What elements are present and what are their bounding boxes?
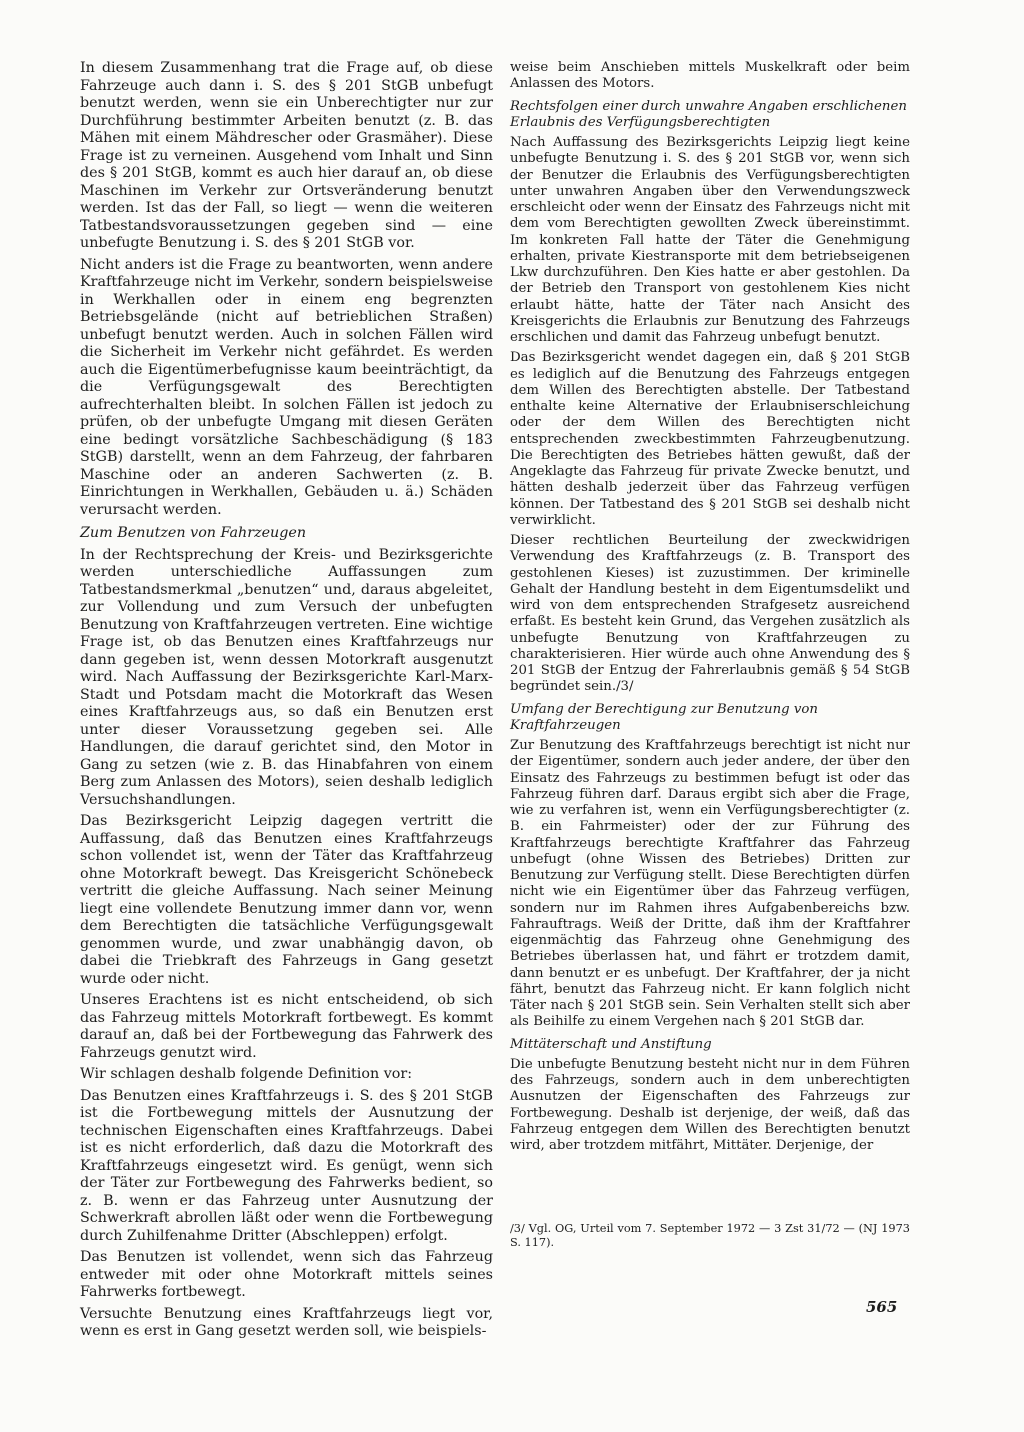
section-heading: Zum Benutzen von Fahrzeugen [80,525,307,541]
paragraph: Die unbefugte Benutzung besteht nicht nur in dem Führen des Fahrzeugs, sondern auch in dem unberechtigten Ausnutzen der Eigenschaften des Fahrzeugs zur Fortbewegung. Deshalb ist derjenige, der weiß, daß das Fahrzeug entgegen dem Willen des Berechtigten benutzt wird, aber trotzdem mitfährt, Mittäter. Derjenige, der [510,1056,910,1153]
paragraph: Versuchte Benutzung eines Kraftfahrzeugs liegt vor, wenn es erst in Gang gesetzt werden soll, wie beispiels- [80,1305,493,1339]
paragraph: Das Benutzen eines Kraftfahrzeugs i. S. des § 201 StGB ist die Fortbewegung mittels der Ausnutzung der technischen Eigenschaften eines Kraftfahrzeugs. Dabei ist es nicht erforderlich, daß dazu die Motorkraft des Kraftfahrzeugs eingesetzt wird. Es genügt, wenn sich der Täter zur Fortbewegung des Fahrwerks bedient, so z. B. wenn er das Fahrzeug unter Ausnutzung der Schwerkraft abrollen läßt oder wenn die Fortbewegung durch Zuhilfenahme Dritter (Abschleppen) erfolgt. [80,1087,493,1244]
left-column [80,60,493,1345]
paragraph: Das Benutzen ist vollendet, wenn sich das Fahrzeug entweder mit oder ohne Motorkraft mittels seines Fahrwerks fortbewegt. [80,1249,493,1300]
paragraph: Nicht anders ist die Frage zu beantworten, wenn andere Kraftfahrzeuge nicht im Verkehr, sondern beispielsweise in Werkhallen oder in einem eng begrenzten Betriebsgelände (nicht auf betrieblichen Straßen) unbefugt benutzt werden. Auch in solchen Fällen wird die Sicherheit im Verkehr nicht gefährdet. Es werden auch die Eigentümerbefugnisse kaum beeinträchtigt, da die Verfügungsgewalt des Berechtigten aufrechterhalten bleibt. In solchen Fällen ist jedoch zu prüfen, ob der unbefugte Umgang mit diesen Geräten eine bedingt vorsätzliche Sachbeschädigung (§ 183 StGB) darstellt, wenn an dem Fahrzeug, der fahrbaren Maschine oder an anderen Sachwerten (z. B. Einrichtungen in Werkhallen, Gebäuden u. ä.) Schäden verursacht werden. [80,256,493,518]
paragraph: Dieser rechtlichen Beurteilung der zweckwidrigen Verwendung des Kraftfahrzeugs (z. B. Transport des gestohlenen Kieses) ist zuzustimmen. Der kriminelle Gehalt der Handlung besteht in dem Eigentumsdelikt und wird von dem entsprechenden Strafgesetz ausreichend erfaßt. Es besteht kein Grund, das Vergehen zusätzlich als unbefugte Benutzung von Kraftfahrzeugen zu charakterisieren. Hier würde auch ohne Anwendung des § 201 StGB der Entzug der Fahrerlaubnis gemäß § 54 StGB begründet sein./3/ [510,533,910,695]
paragraph: Nach Auffassung des Bezirksgerichts Leipzig liegt keine unbefugte Benutzung i. S. des § 201 StGB vor, wenn sich der Benutzer die Erlaubnis des Verfügungsberechtigten unter unwahren Angaben über den Verwendungszweck erschleicht oder wenn der Einsatz des Fahrzeugs nicht mit dem vom Berechtigten gewollten Zweck übereinstimmt. Im konkreten Fall hatte der Täter die Genehmigung erhalten, private Kiestransporte mit dem betriebseigenen Lkw durchzuführen. Den Kies hatte er aber gestohlen. Da der Betrieb den Transport von gestohlenem Kies nicht erlaubt hätte, hatte der Täter nach Ansicht des Kreisgerichts die Erlaubnis zur Benutzung des Fahrzeugs erschlichen und damit das Fahrzeug unbefugt benutzt. [510,135,910,345]
paragraph: Das Bezirksgericht Leipzig dagegen vertritt die Auffassung, daß das Benutzen eines Kraftfahrzeugs schon vollendet ist, wenn der Täter das Kraftfahrzeug ohne Motorkraft bewegt. Das Kreisgericht Schönebeck vertritt die gleiche Auffassung. Nach seiner Meinung liegt eine vollendete Benutzung immer dann vor, wenn dem Berechtigten die tatsächliche Verfügungsgewalt genommen wurde, und zwar unabhängig davon, ob dabei die Triebkraft des Fahrzeugs in Gang gesetzt wurde oder nicht. [80,813,493,987]
paragraph: In diesem Zusammenhang trat die Frage auf, ob diese Fahrzeuge auch dann i. S. des § 201 StGB unbefugt benutzt werden, wenn sie ein Unberechtigter nur zur Durchführung bestimmter Arbeiten benutzt (z. B. das Mähen mit einem Mähdrescher oder Grasmäher). Diese Frage ist zu verneinen. Ausgehend vom Inhalt und Sinn des § 201 StGB, kommt es auch hier darauf an, ob diese Maschinen im Verkehr zur Ortsveränderung benutzt werden. Ist das der Fall, so liegt — wenn die weiteren Tatbestandsvoraussetzungen gegeben sind — eine unbefugte Benutzung i. S. des § 201 StGB vor. [80,60,493,251]
page-number: 565 [866,1298,898,1316]
footnote: /3/ Vgl. OG, Urteil vom 7. September 1972 — 3 Zst 31/72 — (NJ 1973 S. 117). [510,1222,910,1249]
paragraph: Wir schlagen deshalb folgende Definition vor: [80,1066,413,1082]
paragraph: weise beim Anschieben mittels Muskelkraft oder beim Anlassen des Motors. [510,60,910,92]
paragraph: In der Rechtsprechung der Kreis- und Bezirksgerichte werden unterschiedliche Auffassungen zum Tatbestandsmerkmal „benutzen“ und, daraus abgeleitet, zur Vollendung und zum Versuch der unbefugten Benutzung von Kraftfahrzeugen vertreten. Eine wichtige Frage ist, ob das Benutzen eines Kraftfahrzeugs nur dann gegeben ist, wenn dessen Motorkraft ausgenutzt wird. Nach Auffassung der Bezirksgerichte Karl-Marx-Stadt und Potsdam macht die Motorkraft das Wesen eines Kraftfahrzeugs aus, so daß ein Benutzen erst unter dieser Voraussetzung gegeben sei. Alle Handlungen, die darauf gerichtet sind, den Motor in Gang zu setzen (wie z. B. das Hinabfahren von einem Berg zum Anlassen des Motors), seien deshalb lediglich Versuchshandlungen. [80,546,493,808]
right-column [510,60,910,1158]
paragraph: Zur Benutzung des Kraftfahrzeugs berechtigt ist nicht nur der Eigentümer, sondern auch jeder andere, der über den Einsatz des Fahrzeugs zu bestimmen befugt ist oder das Fahrzeug führen darf. Daraus ergibt sich aber die Frage, wie zu verfahren ist, wenn ein Verfügungsberechtigter (z. B. ein Fahrmeister) oder der zur Führung des Kraftfahrzeugs berechtigte Kraftfahrer das Fahrzeug unbefugt (ohne Wissen des Betriebes) Dritten zur Benutzung zur Verfügung stellt. Diese Berechtigten dürfen nicht wie ein Eigentümer über das Fahrzeug verfügen, sondern nur im Rahmen ihres Aufgabenbereichs bzw. Fahrauftrags. Weiß der Dritte, daß ihm der Kraftfahrer eigenmächtig das Fahrzeug ohne Genehmigung des Betriebes überlassen hat, und fährt er trotzdem damit, dann benutzt er es unbefugt. Der Kraftfahrer, der ja nicht fährt, benutzt das Fahrzeug nicht. Er kann folglich nicht Täter nach § 201 StGB sein. Sein Verhalten stellt sich aber als Beihilfe zu einem Vergehen nach § 201 StGB dar. [510,738,910,1030]
paragraph: Das Bezirksgericht wendet dagegen ein, daß § 201 StGB es lediglich auf die Benutzung des Fahrzeugs entgegen dem Willen des Berechtigten abstelle. Der Tatbestand enthalte keine Alternative der Erlaubniserschleichung oder der dem Willen des Berechtigten nicht entsprechenden zweckbestimmten Fahrzeugbenutzung. Die Berechtigten des Betriebes hätten gewußt, daß der Angeklagte das Fahrzeug für private Zwecke benutzt, und hätten deshalb jederzeit über das Fahrzeug verfügen können. Der Tatbestand des § 201 StGB sei deshalb nicht verwirklicht. [510,350,910,528]
section-heading: Umfang der Berechtigung zur Benutzung von Kraftfahrzeugen [510,701,818,733]
paragraph: Unseres Erachtens ist es nicht entscheidend, ob sich das Fahrzeug mittels Motorkraft fortbewegt. Es kommt darauf an, daß bei der Fortbewegung das Fahrwerk des Fahrzeugs genutzt wird. [80,992,493,1061]
section-heading: Mittäterschaft und Anstiftung [510,1036,712,1052]
section-heading: Rechtsfolgen einer durch unwahre Angaben erschlichenen Erlaubnis des Verfügungsberechtigten [510,98,907,130]
